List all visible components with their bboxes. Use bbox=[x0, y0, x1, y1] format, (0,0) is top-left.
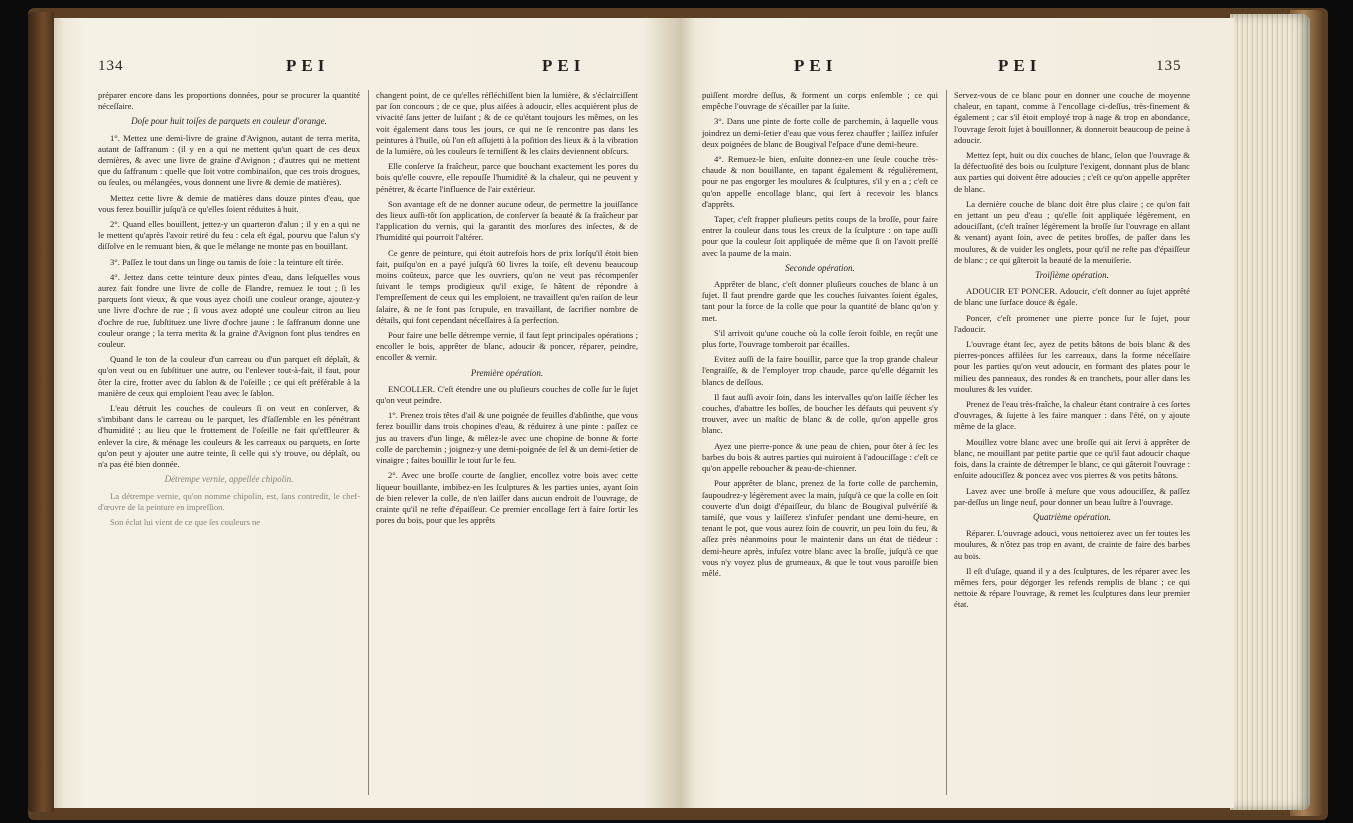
paragraph: Son avantage eſt de ne donner aucune odeur, de permettre la jouiſſance des lieux auſſi-tôt ſon application, de conſerver ſa beauté & ſa fraîcheur par l'application du vernis, qui la garantit des morſures des inſectes, & de l'humidité qui pourroit l'altérer. bbox=[376, 198, 638, 243]
paragraph: Ce genre de peinture, qui étoit autrefois hors de prix lorſqu'il étoit bien fait, puiſqu'on en a payé juſqu'à 60 livres la toiſe, eſt devenu beaucoup moins coûteux, parce que les ouvriers, qu'on ne veut pas récompenſer ſuivant le temps prodigieux qu'il exige, ſe hâtent de répondre à l'empreſſement de ceux qui les emploient, ne travaillent qu'en raiſon de leur ſalaire, & ne ſe font pas ſcrupule, en travaillant, de ſacrifier nombre de détails, qui font cependant néceſſaires à ſa perfection. bbox=[376, 247, 638, 325]
paragraph: 3°. Paſſez le tout dans un linge ou tamis de ſoie : la teinture eſt tirée. bbox=[110, 256, 344, 267]
running-head-right-2: PEI bbox=[998, 56, 1042, 75]
left-page-column-1 bbox=[98, 90, 360, 532]
paragraph: Apprêter de blanc, c'eſt donner pluſieurs couches de blanc à un ſujet. Il faut prendre garde que les couches ſuivantes ſoient égales, tant pour la force de la colle que pour la quantité de blanc qu'on y met. bbox=[702, 279, 938, 323]
paragraph: 2°. Quand elles bouillent, jettez-y un quarteron d'alun ; il y en a qui ne le mettent qu'après l'avoir retiré du feu : cela eſt égal, pourvu que l'alun s'y diſſolve en le remuant bien, & que le mélange ne monte pas en bouillant. bbox=[98, 219, 360, 252]
running-head-left-1: PEI bbox=[286, 56, 330, 75]
paragraph: ENCOLLER. C'eſt étendre une ou pluſieurs couches de colle ſur le ſujet qu'on veut peindre. bbox=[376, 383, 638, 406]
right-page bbox=[680, 18, 1234, 808]
page-number-left: 134 bbox=[98, 58, 124, 74]
paragraph: Mettez cette livre & demie de matières dans douze pintes d'eau, que vous ferez bouillir juſqu'à ce qu'elles ſoient réduites à huit. bbox=[98, 192, 360, 214]
paragraph: Elle conſerve ſa fraîcheur, parce que bouchant exactement les pores du bois qu'elle couvre, elle repouſſe l'humidité & la chaleur, qui ne peuvent y pénétrer, & écarte l'influence de l'air extérieur. bbox=[376, 161, 638, 194]
paragraph: Servez-vous de ce blanc pour en donner une couche de moyenne chaleur, en tapant, comme à l'encollage ci-deſſus, très-finement & également ; car s'il étoit employé trop à nage & trop en abondance, l'ouvrage ſeroit ſujet à bouillonner, & donneroit beaucoup de peine à adoucir. bbox=[954, 90, 1190, 145]
right-page-column-2 bbox=[954, 90, 1190, 615]
paragraph: L'eau détruit les couches de couleurs ſi on veut en conſerver, & s'imbibant dans le carreau ou le parquet, les d'ſaſſemble en les pénétrant d'humidité ; au lieu que le frottement de l'oſeille ne fait qu'effleurer & enlever la cire, & ménage les couleurs & les carreaux ou parquets, en ſorte qu'on peut y ajouter une autre teinte, ſi celle qui s'y trouve, ou déplaît, ou n'a pas été bien donnée. bbox=[98, 403, 360, 470]
section-heading: Détrempe vernie, appellée chipolin. bbox=[164, 474, 294, 485]
paragraph: Il faut auſſi avoir ſoin, dans les intervalles qu'on laiſſe ſécher les couches, d'abattre les boſſes, de boucher les défauts qui peuvent s'y trouver, avec un maſtic de blanc & de colle, qu'on appelle gros blanc. bbox=[702, 391, 938, 436]
paragraph: La détrempe vernie, qu'on nomme chipolin, est, ſans contredit, le chef-d'œuvre de la peinture en impreſſion. bbox=[98, 490, 360, 512]
paragraph: Lavez avec une broſſe à meſure que vous adouciſſez, & paſſez par-deſſus un linge neuf, pour donner un beau luſtre à l'ouvrage. bbox=[954, 485, 1190, 507]
paragraph: S'il arrivoit qu'une couche où la colle ſeroit foible, en reçût une plus forte, l'ouvrage tomberoit par écailles. bbox=[702, 327, 938, 350]
section-heading: Quatrième opération. bbox=[1033, 511, 1111, 522]
paragraph: 1°. Prenez trois têtes d'ail & une poignée de feuilles d'abſinthe, que vous ferez bouillir dans trois chopines d'eau, & réduirez à une pinte : paſſez ce jus au travers d'un linge, & mêlez-le avec une chopine de bonne & forte colle de parchemin ; joignez-y une demi-poignée de ſel & un demi-ſetier de vinaigre ; faites bouillir le tout ſur le feu. bbox=[376, 410, 638, 466]
paragraph: préparer encore dans les proportions données, pour se procurer la quantité néceſſaire. bbox=[98, 90, 360, 112]
left-page-header bbox=[54, 58, 680, 84]
paragraph: ADOUCIR ET PONCER. Adoucir, c'eſt donner au ſujet apprêté de blanc une ſurface douce & égale. bbox=[954, 286, 1190, 308]
left-page-column-2 bbox=[376, 90, 638, 530]
paragraph: 4°. Remuez-le bien, enſuite donnez-en une ſeule couche très-chaude & non bouillante, en tapant également & régulièrement, pour ne pas engorger les moulures & ſculptures, s'il y en a ; c'eſt ce qu'on appelle encollage blanc, qui ſert à recevoir les blancs d'apprêts. bbox=[702, 154, 938, 209]
right-page-header bbox=[680, 58, 1234, 84]
left-page bbox=[54, 18, 680, 808]
running-head-right-1: PEI bbox=[794, 56, 838, 75]
paragraph: 2°. Avec une broſſe courte de ſanglier, encollez votre bois avec cette liqueur bouillante, imbibez-en les ſculptures & les parties unies, ayant ſoin de bien relever la colle, de n'en laiſſer dans aucun endroit de l'ouvrage, de crainte qu'il ne reſte d'épaiſſeur. Ce premier encollage ſert à faire ſortir les pores du bois, pour que les apprêts bbox=[376, 470, 638, 526]
paragraph: Mouillez votre blanc avec une broſſe qui ait ſervi à apprêter de blanc, ne mouillant par petite partie que ce qu'il faut adoucir chaque fois, dans la crainte de détremper le blanc, ce qui gâteroit l'ouvrage : enſuite adouciſſez & poncez avec vos pierres & vos petits bâtons. bbox=[954, 436, 1190, 481]
paragraph: Taper, c'eſt frapper pluſieurs petits coups de la broſſe, pour faire entrer la couleur dans tous les creux de la ſculpture : on tape auſſi pour que la couleur ſoit appliquée de même que ſi on l'avoit preſſé avec la paume de la main. bbox=[702, 214, 938, 258]
paragraph: changent point, de ce qu'elles réfléchiſſent bien la lumière, & s'éclairciſſent par ſon concours ; de ce que, plus aiſées à adoucir, elles acquièrent plus de vivacité ſans jetter de luiſant ; & de ce qu'étant toujours les mêmes, on les voit également dans tous les jours, ce qui ne ſe rencontre pas dans les peintures à l'huile, où l'on eſt aſſujetti à la poſition des lieux & à la vibration de la lumière, où les couleurs ſe terniſſent & les clairs deviennent obſcurs. bbox=[376, 90, 638, 157]
column-divider-right bbox=[946, 90, 947, 795]
section-heading: Seconde opération. bbox=[785, 262, 855, 273]
paragraph: Réparer. L'ouvrage adouci, vous nettoierez avec un fer toutes les moulures, & n'ôtez pas trop en avant, de crainte de faire des barbes au bois. bbox=[954, 528, 1190, 561]
running-head-left-2: PEI bbox=[542, 56, 586, 75]
column-divider-left bbox=[368, 90, 369, 795]
paragraph: Il eſt d'uſage, quand il y a des ſculptures, de les réparer avec les mêmes fers, pour dégorger les refends remplis de blanc ; ce qui nettoie & répare l'ouvrage, & remet les ſculptures dans leur premier état. bbox=[954, 565, 1190, 610]
paragraph: Pour faire une belle détrempe vernie, il faut ſept principales opérations ; encoller le bois, apprêter de blanc, adoucir & poncer, réparer, peindre, encoller & vernir. bbox=[376, 330, 638, 363]
page-number-right: 135 bbox=[1156, 58, 1182, 74]
paragraph: 3°. Dans une pinte de forte colle de parchemin, à laquelle vous joindrez un demi-ſetier d'eau que vous ferez chauffer ; laiſſez infuſer deux poignées de blanc de Bougival l'eſpace d'une demi-heure. bbox=[702, 116, 938, 149]
paragraph: Poncer, c'eſt promener une pierre ponce ſur le ſujet, pour l'adoucir. bbox=[954, 312, 1190, 334]
section-heading: Doſe pour huit toiſes de parquets en couleur d'orange. bbox=[131, 116, 327, 127]
page-edges-right bbox=[1230, 14, 1310, 810]
paragraph: La dernière couche de blanc doit être plus claire ; ce qu'on fait en jettant un peu d'eau ; qu'elle ſoit appliquée légèrement, en adouciſſant, (c'eſt traîner légèrement la broſſe ſur l'ouvrage en allant & venant) ayant ſoin, avec de petites broſſes, de paſſer dans les moulures, & de vuider les onglets, pour qu'il ne reſte pas d'épaiſſeur de blanc ; ce qui gâteroit la beauté de la menuiſerie. bbox=[954, 198, 1190, 265]
paragraph: Evitez auſſi de la faire bouillir, parce que la trop grande chaleur l'engraiſſe, & de l'employer trop chaude, parce qu'elle dégarnit les blancs de deſſous. bbox=[702, 354, 938, 387]
paragraph: puiſſent mordre deſſus, & forment un corps enſemble ; ce qui empêche l'ouvrage de s'écailler par la ſuite. bbox=[702, 90, 938, 112]
paragraph: Ayez une pierre-ponce & une peau de chien, pour ôter à ſec les barbes du bois & autres parties qui nuiroient à l'adouciſſage : c'eſt ce qu'on appelle reboucher & peau-de-chienner. bbox=[702, 440, 938, 474]
paragraph: 1°. Mettez une demi-livre de graine d'Avignon, autant de terra merita, autant de ſaffranum : (il y en a qui ne mettent qu'un quart de ces deux dernières, & avec une livre de graine d'Avignon ; d'autres qui ne mettent que du ſaffranum : quelle que ſoit votre combinaiſon, que ces trois drogues, ou ſeules, ou mélangées, vous donnent une livre & demie de matières). bbox=[98, 132, 360, 188]
paragraph: Quand le ton de la couleur d'un carreau ou d'un parquet eſt déplaît, & qu'on veut ou en ſubſtituer une autre, ou l'enlever tout-à-fait, il faut, pour ôter la cire, frotter avec du ſablon & de l'oſeille ; ce qui eſt préférable à la manière de ceux qui emploient l'eau avec le ſablon. bbox=[98, 354, 360, 398]
section-heading: Première opération. bbox=[470, 367, 544, 378]
paragraph: L'ouvrage étant ſec, ayez de petits bâtons de bois blanc & des pierres-ponces affilées ſur les carreaux, dans la forme néceſſaire pour les parties qu'on veut adoucir, en formant des plates pour le milieu des panneaux, des rondes & en tranchets, pour aller dans les moulures & les vuider. bbox=[954, 339, 1190, 394]
right-page-column-1 bbox=[702, 90, 938, 583]
book-spine-left bbox=[28, 12, 54, 812]
paragraph: Pour apprêter de blanc, prenez de la forte colle de parchemin, ſaupoudrez-y légèrement avec la main, juſqu'à ce que la colle en ſoit couverte d'un doigt d'épaiſſeur, du blanc de Bougival pulvériſé & tamiſé, que vous y laiſſerez s'infuſer pendant une demi-heure, en tenant le pot, que vous aurez ſoin de couvrir, un peu loin du feu, & aſſez près néanmoins pour le maintenir dans un état de tiédeur : demi-heure après, infuſez votre blanc avec la broſſe, juſqu'à ce que vous n'y voyez plus de grumeaux, & que le tout vous paroiſſe bien mêlé. bbox=[702, 478, 938, 578]
paragraph: Prenez de l'eau très-fraîche, la chaleur étant contraire à ces ſortes d'ouvrages, & ſujette à les faire manquer : dans l'été, on y ajoute même de la glace. bbox=[954, 399, 1190, 432]
paragraph: Son éclat lui vient de ce que ſes couleurs ne bbox=[110, 516, 261, 527]
section-heading: Troiſième opération. bbox=[1035, 270, 1109, 281]
paragraph: Mettez ſept, huit ou dix couches de blanc, ſelon que l'ouvrage & la défectuoſité des bois ou ſculpture l'exigent, donnant plus de blanc aux parties qui doivent être adoucies ; c'eſt ce qu'on appelle apprêter de blanc. bbox=[954, 150, 1190, 194]
paragraph: 4°. Jettez dans cette teinture deux pintes d'eau, dans leſquelles vous aurez fait fondre une livre de colle de Flandre, remuez le tout ; ſi les parquets ſont vieux, & que vous ayez choiſi une couleur orange, ajoutez-y une livre d'ochre de rue ; ſi vous avez adopté une couleur citron au lieu d'ochre de rue, ſubſtituez une livre d'ochre jaune : le ſaffranum donne une couleur orange ; la terra merita & la graine d'Avignon font plus tendres en couleur. bbox=[98, 271, 360, 350]
